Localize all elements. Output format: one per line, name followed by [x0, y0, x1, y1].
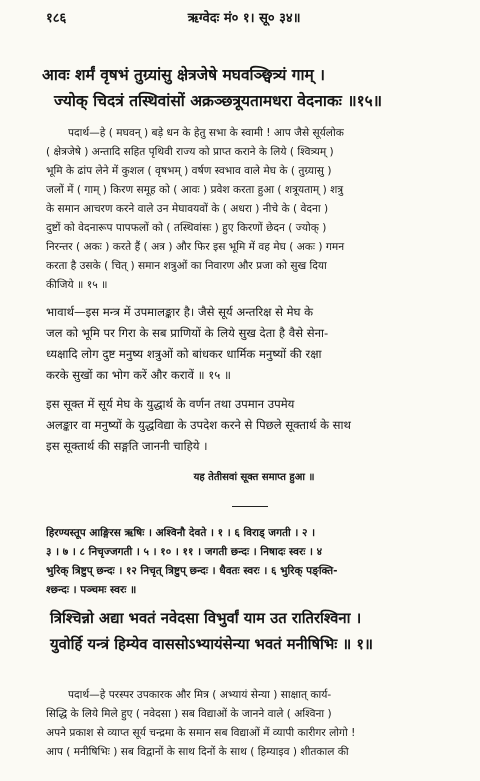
mantra-1 — [50, 606, 462, 658]
bhavartha-15 — [46, 302, 462, 386]
page-number: १८६ — [46, 11, 67, 26]
text-line: पदार्थ—हे ( मघवन् ) बड़े धन के हेतु सभा के स्वामी ! आप जैसे सूर्यलोक — [68, 127, 344, 139]
text-line: भुरिक् त्रिष्टुप् छन्दः । १२ निचृत् त्रिष्टुप् छन्दः । धैवतः स्वरः । ६ भुरिक् पङ्क्ति- — [46, 565, 338, 577]
text-line: भूमि के ढांप लेने में कुशल ( वृषभम् ) वर्षण स्वभाव वाले मेघ के ( तुग्र्यासु ) — [46, 165, 332, 177]
sukta-closing: यह तेतीसवां सूक्त समाप्त हुआ ॥ — [193, 472, 315, 483]
text-line: ध्यक्षादि लोग दुष्ट मनुष्य शत्रुओं को बांधकर धार्मिक मनुष्यों की रक्षा — [46, 347, 322, 361]
text-line: ३ । ७ । ८ निचृज्जगती । ५ । १० । ११ । जगती छन्दः । निषादः स्वरः । ४ — [46, 546, 323, 558]
text-line: के समान आचरण करने वाले उन मेघावयवों के ( अधरा ) नीचे के ( वेदना ) — [46, 203, 329, 215]
text-line: पदार्थ—हे परस्पर उपकारक और मित्र ( अभ्यायं सेन्या ) साक्षात् कार्य- — [68, 689, 332, 701]
text-line: दुष्टों को वेदनारूप पापफलों को ( तस्थिवांसः ) हुए किरणों छेदन ( ज्योक् ) — [46, 222, 327, 234]
text-line: श्छन्दः । पञ्चमः स्वरः ॥ — [46, 584, 137, 596]
text-line: अलङ्कार वा मनुष्यों के युद्धविद्या के उपदेश करने से पिछले सूक्तार्थ के साथ — [46, 418, 351, 432]
text-line: ( क्षेत्रजेषे ) अन्तादि सहित पृथिवी राज्य को प्राप्त कराने के लिये ( श्वित्र्यम् ) — [46, 146, 334, 158]
sangati-paragraph — [46, 394, 462, 457]
mantra-1-line-2: युवोर्हि यन्त्रं हिम्येव वाससोऽभ्यायंसेन्या भवतं मनीषिभिः ॥ १॥ — [50, 636, 373, 653]
padartha-15 — [46, 124, 462, 295]
mantra-1-line-1: त्रिश्चिन्नो अद्या भवतं नवेदसा विभुर्वां याम उत रातिरश्विना । — [50, 610, 362, 627]
text-line: करता है उसके ( चित् ) समान शत्रुओं का निवारण और प्रजा को सुख दिया — [46, 260, 327, 272]
text-line: कीजिये ॥ १५ ॥ — [46, 279, 108, 291]
text-line: सिद्धि के लिये मिले हुए ( नवेदसा ) सब विद्याओं के जानने वाले ( अश्विना ) — [46, 708, 332, 720]
text-line: इस सूक्तार्थ की सङ्गति जाननी चाहिये । — [46, 439, 208, 453]
text-line: जल को भूमि पर गिरा के सब प्राणियों के लिये सुख देता है वैसे सेना- — [46, 326, 329, 340]
text-line: भावार्थ—इस मन्त्र में उपमालङ्कार है। जैसे सूर्य अन्तरिक्ष से मेघ के — [46, 305, 314, 319]
running-title: ऋग्वेदः मं० १। सू० ३४॥ — [187, 11, 301, 26]
mantra-15-line-2: ज्योक् चिदत्रं तस्थिवांसों अक्रञ्छत्रूयतामधरा वेदनाकः ॥१५॥ — [54, 92, 383, 110]
rishi-devata-chhanda — [46, 524, 462, 600]
mantra-15-line-1: आवः शर्मं वृषभं तुग्र्यांसु क्षेत्रजेषे मघवञ्छ्वित्र्यं गाम् । — [42, 66, 326, 84]
text-line: निरन्तर ( अकः ) करते हैं ( अत्र ) और फिर इस भूमि में वह मेघ ( अकः ) गमन — [46, 241, 345, 253]
section-divider — [232, 506, 268, 507]
text-line: हिरण्यस्तूप आङ्गिरस ऋषिः । अश्विनौ देवते । १ । ६ विराड् जगती । २ । — [46, 527, 316, 539]
page-header — [46, 8, 462, 26]
text-line: आप ( मनीषिभिः ) सब विद्वानों के साथ दिनों के साथ ( हिम्याइव ) शीतकाल की — [46, 746, 349, 758]
text-line: जलों में ( गाम् ) किरण समूह को ( आवः ) प्रवेश करता हुआ ( शत्रूयताम् ) शत्रु — [46, 184, 344, 196]
padartha-1 — [46, 686, 462, 762]
text-line: अपने प्रकाश से व्याप्त सूर्य चन्द्रमा के समान सब विद्याओं में व्यापी कारीगर लोगो ! — [46, 727, 356, 739]
mantra-15 — [42, 62, 462, 114]
text-line: इस सूक्त में सूर्य मेघ के युद्धार्थ के वर्णन तथा उपमान उपमेय — [46, 397, 295, 411]
text-line: करके सुखों का भोग करें और करावें ॥ १५ ॥ — [46, 368, 231, 382]
